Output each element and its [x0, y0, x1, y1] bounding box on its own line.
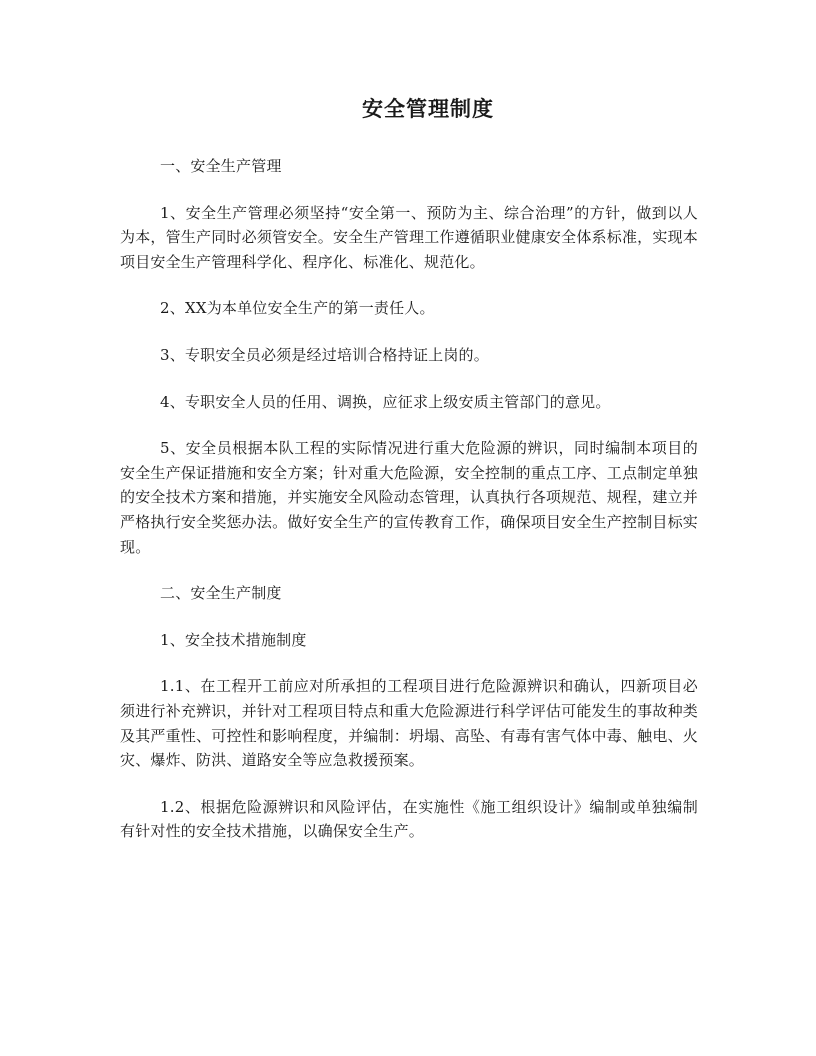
subsection-heading-2-1: 1、安全技术措施制度 — [160, 630, 307, 649]
section-heading-1: 一、安全生产管理 — [160, 157, 282, 175]
document-body — [120, 154, 698, 844]
paragraph-1-4: 4、专职安全人员的任用、调换，应征求上级安质主管部门的意见。 — [160, 392, 611, 411]
paragraph-2-1-1: 1.1、在工程开工前应对所承担的工程项目进行危险源辨识和确认，四新项目必须进行补充辨识，并针对工程项目特点和重大危险源进行科学评估可能发生的事故种类及其严重性、可控性和影响程度，并编制：坍塌、高坠、有毒有害气体中毒、触电、火灾、爆炸、防洪、道路安全等应急救援预案。 — [120, 677, 698, 770]
paragraph-1-2: 2、XX为本单位安全生产的第一责任人。 — [160, 299, 435, 318]
paragraph-1-1: 1、安全生产管理必须坚持“安全第一、预防为主、综合治理”的方针，做到以人为本，管生产同时必须管安全。安全生产管理工作遵循职业健康安全体系标准，实现本项目安全生产管理科学化、程序化、标准化、规范化。 — [120, 203, 698, 271]
section-heading-2: 二、安全生产制度 — [160, 584, 282, 603]
paragraph-1-3: 3、专职安全员必须是经过培训合格持证上岗的。 — [160, 345, 489, 364]
paragraph-2-1-2: 1.2、根据危险源辨识和风险评估，在实施性《施工组织设计》编制或单独编制有针对性的安全技术措施，以确保安全生产。 — [120, 797, 698, 841]
document-title: 安全管理制度 — [362, 96, 494, 121]
paragraph-1-5: 5、安全员根据本队工程的实际情况进行重大危险源的辨识，同时编制本项目的安全生产保证措施和安全方案；针对重大危险源，安全控制的重点工序、工点制定单独的安全技术方案和措施，并实施安全风险动态管理，认真执行各项规范、规程，建立并严格执行安全奖惩办法。做好安全生产的宣传教育工作，确保项目安全生产控制目标实现。 — [120, 439, 698, 556]
